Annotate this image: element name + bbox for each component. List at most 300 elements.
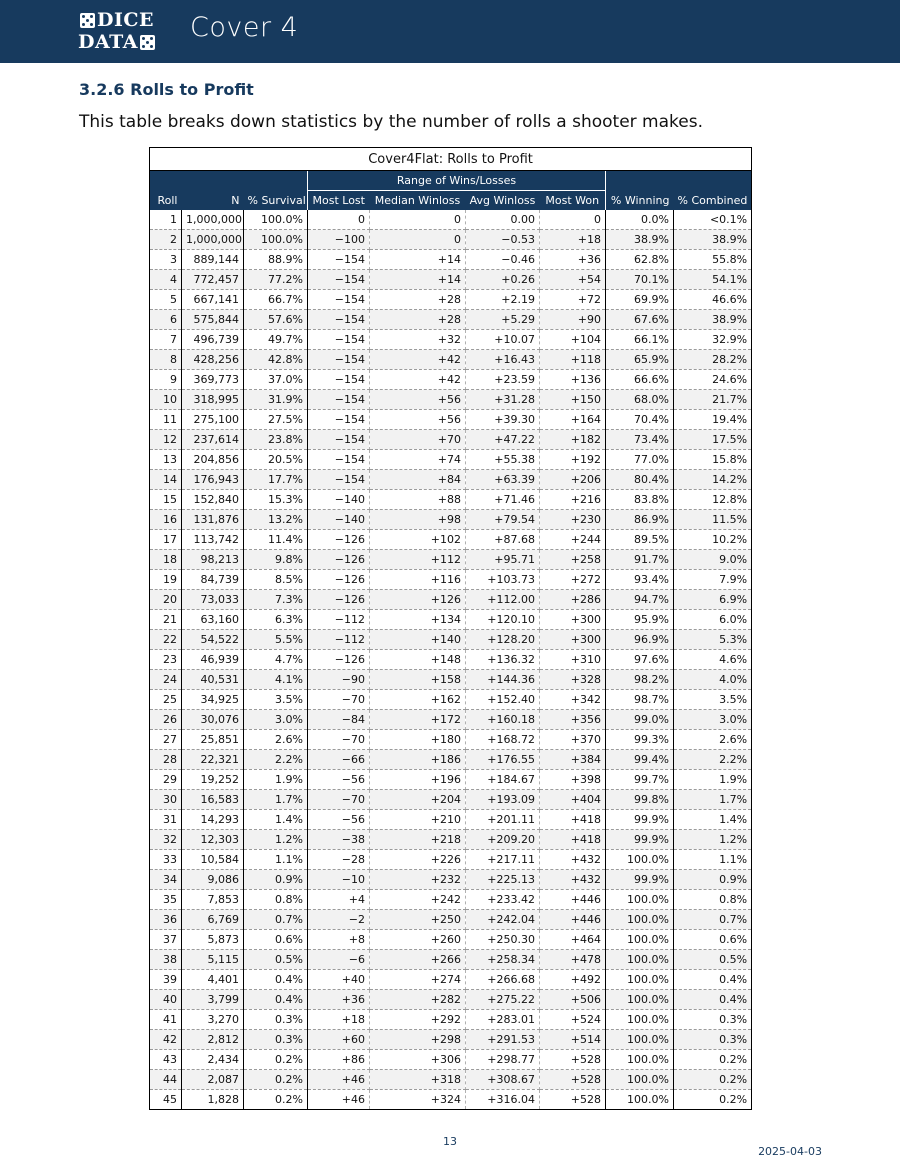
table-cell: 100.0% bbox=[606, 910, 674, 930]
table-row bbox=[150, 730, 752, 750]
table-cell: −56 bbox=[308, 810, 370, 830]
table-cell: 10.2% bbox=[674, 530, 752, 550]
table-cell: 100.0% bbox=[606, 950, 674, 970]
table-cell: 99.4% bbox=[606, 750, 674, 770]
table-cell: 77.0% bbox=[606, 450, 674, 470]
table-cell: +42 bbox=[370, 350, 466, 370]
table-cell: 23 bbox=[150, 650, 182, 670]
table-cell: 3.5% bbox=[674, 690, 752, 710]
die-icon bbox=[80, 13, 95, 28]
table-cell: −154 bbox=[308, 450, 370, 470]
table-cell: 1.4% bbox=[244, 810, 308, 830]
table-cell: 9,086 bbox=[182, 870, 244, 890]
table-cell: +118 bbox=[540, 350, 606, 370]
table-cell: 772,457 bbox=[182, 270, 244, 290]
table-cell: +291.53 bbox=[466, 1030, 540, 1050]
table-cell: 37 bbox=[150, 930, 182, 950]
table-cell: −2 bbox=[308, 910, 370, 930]
table-row bbox=[150, 370, 752, 390]
table-cell: 2,087 bbox=[182, 1070, 244, 1090]
table-cell: 44 bbox=[150, 1070, 182, 1090]
table-cell: 70.1% bbox=[606, 270, 674, 290]
table-row bbox=[150, 890, 752, 910]
table-cell: −66 bbox=[308, 750, 370, 770]
table-body bbox=[150, 210, 752, 1110]
table-cell: −126 bbox=[308, 530, 370, 550]
table-row bbox=[150, 810, 752, 830]
table-cell: +14 bbox=[370, 250, 466, 270]
table-cell: 17.7% bbox=[244, 470, 308, 490]
table-cell: +140 bbox=[370, 630, 466, 650]
table-cell: 4.1% bbox=[244, 670, 308, 690]
table-cell: +47.22 bbox=[466, 430, 540, 450]
table-cell: 1.9% bbox=[674, 770, 752, 790]
table-cell: +418 bbox=[540, 830, 606, 850]
table-cell: 3,270 bbox=[182, 1010, 244, 1030]
table-cell: 98.7% bbox=[606, 690, 674, 710]
table-cell: +90 bbox=[540, 310, 606, 330]
table-cell: 0.0% bbox=[606, 210, 674, 230]
table-cell: 1.7% bbox=[244, 790, 308, 810]
table-cell: 23.8% bbox=[244, 430, 308, 450]
column-header-median-winloss: Median Winloss bbox=[370, 191, 466, 211]
table-cell: 93.4% bbox=[606, 570, 674, 590]
table-cell: +23.59 bbox=[466, 370, 540, 390]
table-row bbox=[150, 210, 752, 230]
table-cell: +39.30 bbox=[466, 410, 540, 430]
table-cell: +40 bbox=[308, 970, 370, 990]
table-cell: 1,000,000 bbox=[182, 230, 244, 250]
table-cell: +300 bbox=[540, 610, 606, 630]
column-header-roll: Roll bbox=[150, 191, 182, 211]
table-cell: +446 bbox=[540, 910, 606, 930]
table-cell: 5,115 bbox=[182, 950, 244, 970]
table-cell: 16 bbox=[150, 510, 182, 530]
table-cell: +478 bbox=[540, 950, 606, 970]
table-cell: +464 bbox=[540, 930, 606, 950]
table-cell: 66.1% bbox=[606, 330, 674, 350]
table-cell: −6 bbox=[308, 950, 370, 970]
table-cell: +242 bbox=[370, 890, 466, 910]
table-cell: 100.0% bbox=[606, 970, 674, 990]
table-cell: 19.4% bbox=[674, 410, 752, 430]
table-cell: 98,213 bbox=[182, 550, 244, 570]
table-cell: +54 bbox=[540, 270, 606, 290]
table-cell: +162 bbox=[370, 690, 466, 710]
table-cell: 91.7% bbox=[606, 550, 674, 570]
table-cell: 54.1% bbox=[674, 270, 752, 290]
table-cell: +206 bbox=[540, 470, 606, 490]
table-cell: 17 bbox=[150, 530, 182, 550]
table-row bbox=[150, 930, 752, 950]
table-cell: 32.9% bbox=[674, 330, 752, 350]
table-cell: −112 bbox=[308, 610, 370, 630]
table-cell: 98.2% bbox=[606, 670, 674, 690]
table-cell: +242.04 bbox=[466, 910, 540, 930]
table-cell: +298 bbox=[370, 1030, 466, 1050]
table-cell: 57.6% bbox=[244, 310, 308, 330]
table-cell: −126 bbox=[308, 590, 370, 610]
table-cell: 4.6% bbox=[674, 650, 752, 670]
table-cell: +79.54 bbox=[466, 510, 540, 530]
table-cell: +84 bbox=[370, 470, 466, 490]
table-cell: 0.8% bbox=[674, 890, 752, 910]
table-cell: +266 bbox=[370, 950, 466, 970]
table-cell: +148 bbox=[370, 650, 466, 670]
table-cell: 0.4% bbox=[674, 970, 752, 990]
table-cell: +16.43 bbox=[466, 350, 540, 370]
table-cell: +31.28 bbox=[466, 390, 540, 410]
table-cell: +18 bbox=[308, 1010, 370, 1030]
table-cell: 13.2% bbox=[244, 510, 308, 530]
table-cell: +36 bbox=[540, 250, 606, 270]
table-row bbox=[150, 530, 752, 550]
table-row bbox=[150, 850, 752, 870]
table-cell: 1.2% bbox=[244, 830, 308, 850]
table-row bbox=[150, 610, 752, 630]
table-cell: 4,401 bbox=[182, 970, 244, 990]
table-cell: 32 bbox=[150, 830, 182, 850]
table-cell: +172 bbox=[370, 710, 466, 730]
table-cell: 0.3% bbox=[674, 1030, 752, 1050]
die-icon bbox=[140, 35, 155, 50]
table-cell: 2.6% bbox=[244, 730, 308, 750]
table-cell: −126 bbox=[308, 570, 370, 590]
table-cell: 1.4% bbox=[674, 810, 752, 830]
header-banner bbox=[0, 0, 900, 63]
table-cell: 0 bbox=[308, 210, 370, 230]
page-date: 2025-04-03 bbox=[758, 1145, 822, 1158]
table-cell: +356 bbox=[540, 710, 606, 730]
table-cell: 14 bbox=[150, 470, 182, 490]
table-cell: 100.0% bbox=[244, 230, 308, 250]
table-cell: 0.2% bbox=[674, 1070, 752, 1090]
table-cell: 30 bbox=[150, 790, 182, 810]
table-cell: +14 bbox=[370, 270, 466, 290]
table-cell: +432 bbox=[540, 850, 606, 870]
table-cell: −154 bbox=[308, 430, 370, 450]
table-cell: +232 bbox=[370, 870, 466, 890]
table-cell: +95.71 bbox=[466, 550, 540, 570]
table-cell: +260 bbox=[370, 930, 466, 950]
table-cell: 99.9% bbox=[606, 870, 674, 890]
table-cell: +370 bbox=[540, 730, 606, 750]
table-cell: 38.9% bbox=[674, 310, 752, 330]
table-row bbox=[150, 250, 752, 270]
table-cell: 21.7% bbox=[674, 390, 752, 410]
table-cell: +244 bbox=[540, 530, 606, 550]
table-cell: +36 bbox=[308, 990, 370, 1010]
table-cell: 62.8% bbox=[606, 250, 674, 270]
table-cell: 5 bbox=[150, 290, 182, 310]
table-cell: 0.2% bbox=[244, 1090, 308, 1110]
table-cell: −70 bbox=[308, 790, 370, 810]
table-cell: +160.18 bbox=[466, 710, 540, 730]
table-cell: 11 bbox=[150, 410, 182, 430]
table-row bbox=[150, 830, 752, 850]
table-cell: +308.67 bbox=[466, 1070, 540, 1090]
table-row bbox=[150, 350, 752, 370]
table-cell: −140 bbox=[308, 510, 370, 530]
table-row bbox=[150, 270, 752, 290]
table-cell: +128.20 bbox=[466, 630, 540, 650]
table-cell: +136.32 bbox=[466, 650, 540, 670]
table-cell: 0.4% bbox=[674, 990, 752, 1010]
column-header-avg-winloss: Avg Winloss bbox=[466, 191, 540, 211]
table-cell: −154 bbox=[308, 370, 370, 390]
table-cell: 0.7% bbox=[244, 910, 308, 930]
table-cell: +186 bbox=[370, 750, 466, 770]
table-cell: 7.3% bbox=[244, 590, 308, 610]
table-cell: +126 bbox=[370, 590, 466, 610]
table-cell: 6.9% bbox=[674, 590, 752, 610]
dice-data-logo bbox=[78, 9, 158, 53]
table-cell: 4.0% bbox=[674, 670, 752, 690]
table-cell: +300 bbox=[540, 630, 606, 650]
table-cell: +32 bbox=[370, 330, 466, 350]
table-row bbox=[150, 290, 752, 310]
table-cell: +492 bbox=[540, 970, 606, 990]
table-cell: 27.5% bbox=[244, 410, 308, 430]
table-cell: 0.6% bbox=[244, 930, 308, 950]
table-cell: 10 bbox=[150, 390, 182, 410]
table-cell: 5,873 bbox=[182, 930, 244, 950]
table-cell: 0.3% bbox=[244, 1010, 308, 1030]
table-cell: +87.68 bbox=[466, 530, 540, 550]
table-cell: −84 bbox=[308, 710, 370, 730]
table-cell: 38 bbox=[150, 950, 182, 970]
table-row bbox=[150, 450, 752, 470]
table-row bbox=[150, 510, 752, 530]
table-row bbox=[150, 390, 752, 410]
table-cell: 37.0% bbox=[244, 370, 308, 390]
table-cell: +272 bbox=[540, 570, 606, 590]
table-cell: 84,739 bbox=[182, 570, 244, 590]
table-row bbox=[150, 990, 752, 1010]
table-cell: 2,812 bbox=[182, 1030, 244, 1050]
table-cell: 39 bbox=[150, 970, 182, 990]
table-cell: +144.36 bbox=[466, 670, 540, 690]
table-cell: −154 bbox=[308, 390, 370, 410]
table-cell: 0.5% bbox=[244, 950, 308, 970]
table-cell: 41 bbox=[150, 1010, 182, 1030]
table-row bbox=[150, 1030, 752, 1050]
table-cell: +182 bbox=[540, 430, 606, 450]
table-cell: 27 bbox=[150, 730, 182, 750]
table-cell: 18 bbox=[150, 550, 182, 570]
table-cell: +184.67 bbox=[466, 770, 540, 790]
table-row bbox=[150, 1050, 752, 1070]
table-cell: 42 bbox=[150, 1030, 182, 1050]
table-cell: +112.00 bbox=[466, 590, 540, 610]
table-cell: −90 bbox=[308, 670, 370, 690]
table-cell: 3 bbox=[150, 250, 182, 270]
table-row bbox=[150, 790, 752, 810]
table-cell: 31 bbox=[150, 810, 182, 830]
table-cell: 89.5% bbox=[606, 530, 674, 550]
table-cell: 2.2% bbox=[674, 750, 752, 770]
table-cell: 9.0% bbox=[674, 550, 752, 570]
table-cell: 1 bbox=[150, 210, 182, 230]
table-cell: +112 bbox=[370, 550, 466, 570]
table-cell: 100.0% bbox=[606, 1050, 674, 1070]
table-cell: 1,828 bbox=[182, 1090, 244, 1110]
table-cell: 15 bbox=[150, 490, 182, 510]
table-cell: +60 bbox=[308, 1030, 370, 1050]
table-cell: +310 bbox=[540, 650, 606, 670]
table-cell: 5.5% bbox=[244, 630, 308, 650]
table-row bbox=[150, 1090, 752, 1110]
table-cell: 3,799 bbox=[182, 990, 244, 1010]
table-cell: 496,739 bbox=[182, 330, 244, 350]
table-cell: +120.10 bbox=[466, 610, 540, 630]
table-cell: +258.34 bbox=[466, 950, 540, 970]
table-row bbox=[150, 1010, 752, 1030]
table-cell: +86 bbox=[308, 1050, 370, 1070]
table-cell: −126 bbox=[308, 650, 370, 670]
table-cell: 22,321 bbox=[182, 750, 244, 770]
table-cell: +116 bbox=[370, 570, 466, 590]
table-cell: +217.11 bbox=[466, 850, 540, 870]
table-cell: 31.9% bbox=[244, 390, 308, 410]
table-cell: +446 bbox=[540, 890, 606, 910]
table-cell: 20.5% bbox=[244, 450, 308, 470]
table-cell: 1.7% bbox=[674, 790, 752, 810]
table-cell: +528 bbox=[540, 1050, 606, 1070]
table-cell: +528 bbox=[540, 1070, 606, 1090]
table-cell: 24 bbox=[150, 670, 182, 690]
table-cell: 55.8% bbox=[674, 250, 752, 270]
table-cell: +275.22 bbox=[466, 990, 540, 1010]
table-cell: −56 bbox=[308, 770, 370, 790]
table-cell: 28.2% bbox=[674, 350, 752, 370]
table-cell: 49.7% bbox=[244, 330, 308, 350]
table-cell: +192 bbox=[540, 450, 606, 470]
table-cell: +176.55 bbox=[466, 750, 540, 770]
table-cell: 29 bbox=[150, 770, 182, 790]
table-cell: +230 bbox=[540, 510, 606, 530]
table-cell: 0.2% bbox=[244, 1050, 308, 1070]
table-cell: 66.6% bbox=[606, 370, 674, 390]
table-cell: +316.04 bbox=[466, 1090, 540, 1110]
table-cell: 2,434 bbox=[182, 1050, 244, 1070]
table-row bbox=[150, 330, 752, 350]
table-row bbox=[150, 470, 752, 490]
table-cell: 667,141 bbox=[182, 290, 244, 310]
table-cell: 1.2% bbox=[674, 830, 752, 850]
table-cell: 11.5% bbox=[674, 510, 752, 530]
table-cell: 99.0% bbox=[606, 710, 674, 730]
table-cell: 0.2% bbox=[674, 1050, 752, 1070]
table-cell: +74 bbox=[370, 450, 466, 470]
table-cell: 10,584 bbox=[182, 850, 244, 870]
table-cell: −154 bbox=[308, 350, 370, 370]
column-header-most-lost: Most Lost bbox=[308, 191, 370, 211]
table-cell: 86.9% bbox=[606, 510, 674, 530]
table-cell: +514 bbox=[540, 1030, 606, 1050]
column-header-most-won: Most Won bbox=[540, 191, 606, 211]
table-cell: +342 bbox=[540, 690, 606, 710]
table-cell: 63,160 bbox=[182, 610, 244, 630]
table-cell: 1.1% bbox=[674, 850, 752, 870]
table-cell: 38.9% bbox=[674, 230, 752, 250]
table-cell: +216 bbox=[540, 490, 606, 510]
table-cell: 428,256 bbox=[182, 350, 244, 370]
table-cell: 30,076 bbox=[182, 710, 244, 730]
table-cell: +46 bbox=[308, 1090, 370, 1110]
table-cell: +158 bbox=[370, 670, 466, 690]
table-cell: +164 bbox=[540, 410, 606, 430]
table-cell: 8.5% bbox=[244, 570, 308, 590]
table-cell: 34,925 bbox=[182, 690, 244, 710]
table-cell: +233.42 bbox=[466, 890, 540, 910]
table-cell: 40,531 bbox=[182, 670, 244, 690]
table-cell: 100.0% bbox=[606, 850, 674, 870]
table-cell: 6,769 bbox=[182, 910, 244, 930]
column-header-survival: % Survival bbox=[244, 191, 308, 211]
table-row bbox=[150, 490, 752, 510]
table-cell: +0.26 bbox=[466, 270, 540, 290]
table-cell: 12 bbox=[150, 430, 182, 450]
table-cell: 9.8% bbox=[244, 550, 308, 570]
table-cell: 46,939 bbox=[182, 650, 244, 670]
table-cell: +274 bbox=[370, 970, 466, 990]
table-row bbox=[150, 870, 752, 890]
logo-text-data: DATA bbox=[78, 31, 139, 53]
table-row bbox=[150, 230, 752, 250]
table-cell: +55.38 bbox=[466, 450, 540, 470]
table-row bbox=[150, 570, 752, 590]
table-cell: +104 bbox=[540, 330, 606, 350]
table-cell: −154 bbox=[308, 270, 370, 290]
table-row bbox=[150, 1070, 752, 1090]
table-cell: 0.9% bbox=[674, 870, 752, 890]
table-cell: +18 bbox=[540, 230, 606, 250]
table-cell: −0.46 bbox=[466, 250, 540, 270]
table-cell: +250 bbox=[370, 910, 466, 930]
table-cell: +28 bbox=[370, 290, 466, 310]
table-cell: 0.2% bbox=[674, 1090, 752, 1110]
table-cell: 88.9% bbox=[244, 250, 308, 270]
table-cell: 33 bbox=[150, 850, 182, 870]
table-cell: 2.2% bbox=[244, 750, 308, 770]
table-title: Cover4Flat: Rolls to Profit bbox=[150, 148, 752, 171]
table-cell: 22 bbox=[150, 630, 182, 650]
table-cell: 100.0% bbox=[606, 890, 674, 910]
table-cell: 36 bbox=[150, 910, 182, 930]
table-cell: +46 bbox=[308, 1070, 370, 1090]
table-cell: 6.0% bbox=[674, 610, 752, 630]
table-cell: 100.0% bbox=[606, 930, 674, 950]
table-cell: 6 bbox=[150, 310, 182, 330]
table-cell: 77.2% bbox=[244, 270, 308, 290]
header-spacer bbox=[606, 171, 752, 191]
table-cell: 95.9% bbox=[606, 610, 674, 630]
table-cell: 12,303 bbox=[182, 830, 244, 850]
table-cell: −0.53 bbox=[466, 230, 540, 250]
table-cell: +418 bbox=[540, 810, 606, 830]
table-cell: −154 bbox=[308, 410, 370, 430]
table-cell: 24.6% bbox=[674, 370, 752, 390]
table-cell: 25,851 bbox=[182, 730, 244, 750]
table-cell: 0.3% bbox=[244, 1030, 308, 1050]
table-cell: 26 bbox=[150, 710, 182, 730]
table-cell: −154 bbox=[308, 310, 370, 330]
table-row bbox=[150, 630, 752, 650]
table-cell: 83.8% bbox=[606, 490, 674, 510]
table-cell: 318,995 bbox=[182, 390, 244, 410]
header-spacer bbox=[150, 171, 308, 191]
